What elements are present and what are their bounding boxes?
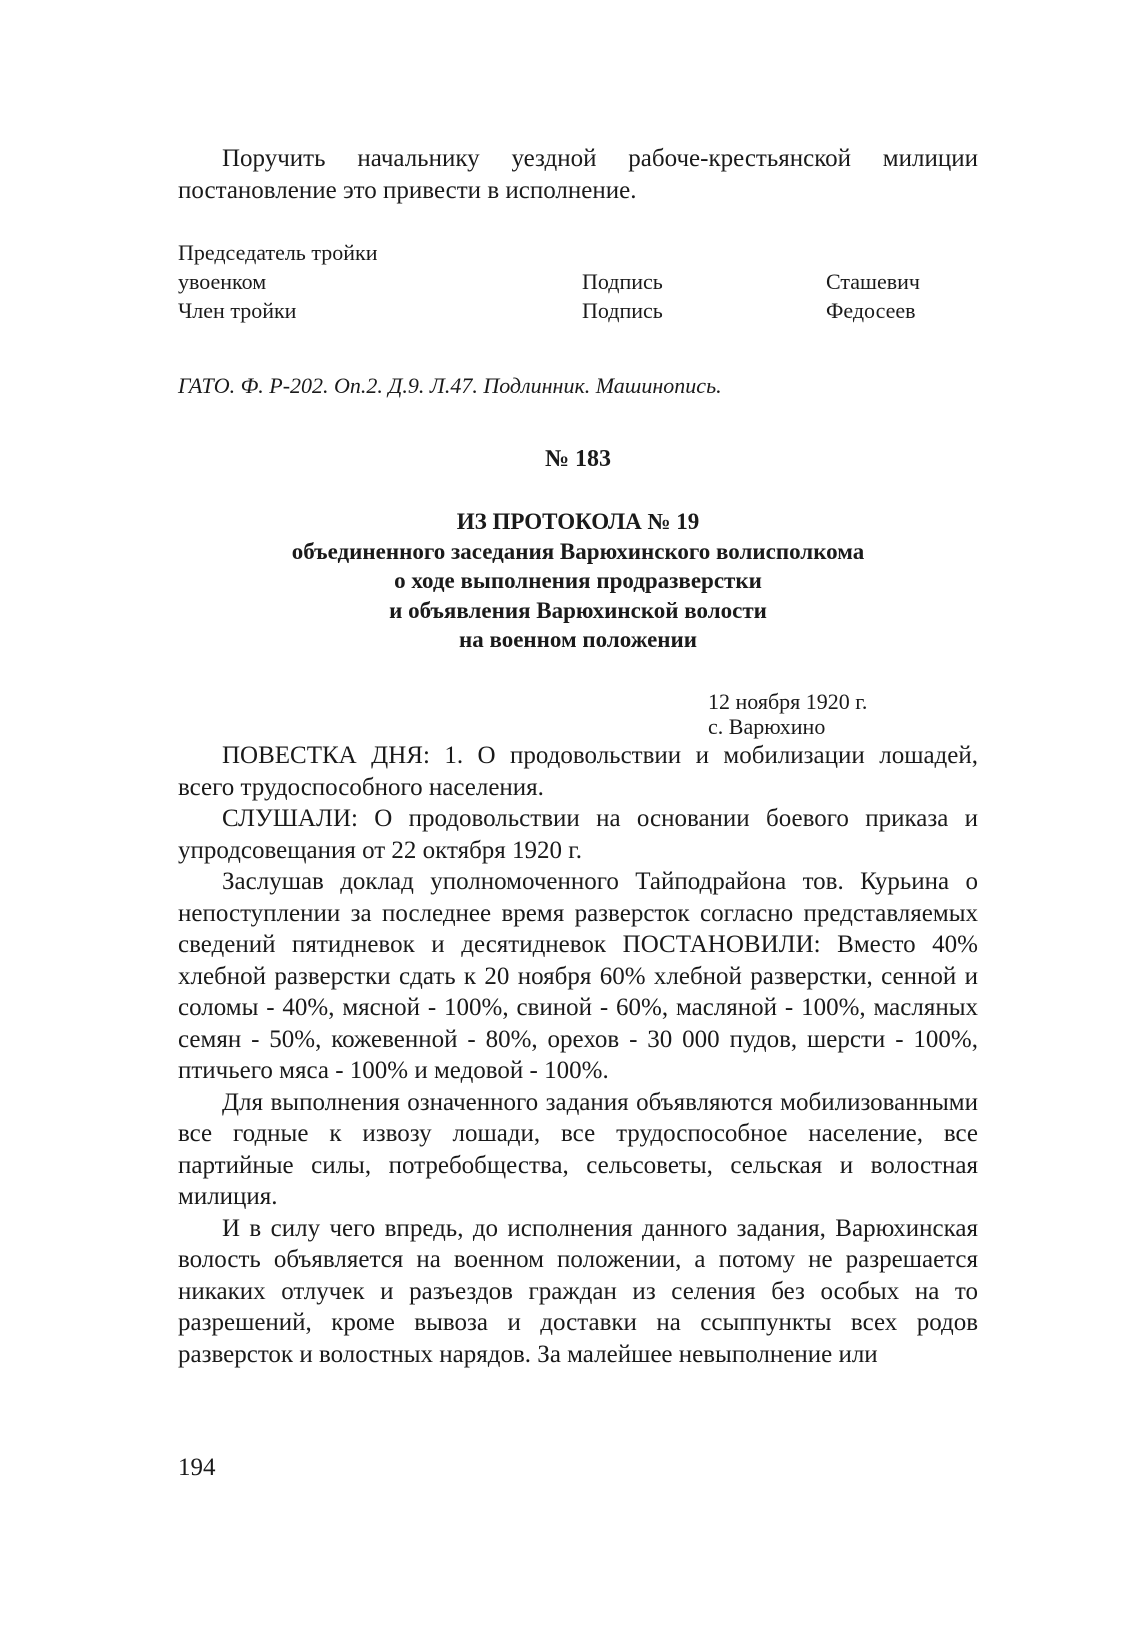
signature-role: Член тройки bbox=[178, 298, 297, 323]
signature-name: Федосеев bbox=[826, 298, 916, 323]
top-paragraph: Поручить начальнику уездной рабоче-крестьянской милиции постановление это привести в исполнение. bbox=[178, 145, 978, 204]
source-note-block bbox=[178, 372, 978, 400]
heard-paragraph: СЛУШАЛИ: О продовольствии на основании боевого приказа и упродсовещания от 22 октября 1920 г. bbox=[178, 805, 978, 864]
title-line: объединенного заседания Варюхинского волисполкома bbox=[291, 538, 865, 564]
top-paragraph-block bbox=[178, 143, 978, 206]
page-number: 194 bbox=[178, 1454, 216, 1481]
document-date: 12 ноября 1920 г. bbox=[708, 689, 868, 714]
protocol-body bbox=[178, 740, 978, 1370]
title-line: о ходе выполнения продразверстки bbox=[394, 568, 762, 593]
date-place-block bbox=[708, 689, 867, 739]
signature-row bbox=[178, 267, 978, 296]
agenda-paragraph: ПОВЕСТКА ДНЯ: 1. О продовольствии и мобилизации лошадей, всего трудоспособного населения. bbox=[178, 742, 978, 801]
martial-law-paragraph: И в силу чего впредь, до исполнения данного задания, Варюхинская волость объявляется на военном положении, а потому не разрешается никаких отлучек и разъездов граждан из селения без особых на то разрешений, кроме вывоза и доставки на ссыппункты всех родов разверсток и волостных нарядов. За малейшее невыполнение или bbox=[178, 1214, 978, 1368]
signature-row bbox=[178, 296, 978, 325]
title-line: ИЗ ПРОТОКОЛА № 19 bbox=[456, 509, 700, 534]
signature-name: Сташевич bbox=[826, 269, 920, 294]
signature-mark: Подпись bbox=[582, 269, 663, 294]
chairman-title: Председатель тройки bbox=[178, 240, 378, 265]
document-title bbox=[178, 507, 978, 655]
signature-role: увоенком bbox=[178, 269, 267, 294]
archive-source-note: ГАТО. Ф. Р-202. Оп.2. Д.9. Л.47. Подлинник. Машинопись. bbox=[178, 373, 722, 398]
document-place: с. Варюхино bbox=[708, 714, 826, 739]
title-line: и объявления Варюхинской волости bbox=[389, 597, 767, 623]
signature-mark: Подпись bbox=[582, 298, 663, 323]
signature-chairman-row bbox=[178, 238, 978, 267]
document-number: № 183 bbox=[544, 446, 612, 472]
signature-block bbox=[178, 238, 978, 325]
resolution-paragraph: Заслушав доклад уполномоченного Тайподрайона тов. Курьина о непоступлении за последнее время разверсток согласно представляемых сведений пятидневок и десятидневок ПОСТАНОВИЛИ: Вместо 40% хлебной разверстки сдать к 20 ноября 60% хлебной разверстки, сенной и соломы - 40%, мясной - 100%, свиной - 60%, масляной - 100%, масляных семян - 50%, кожевенной - 80%, орехов - 30 000 пудов, шерсти - 100%, птичьего мяса - 100% и медовой - 100%. bbox=[178, 868, 978, 1084]
document-number-block bbox=[178, 446, 978, 473]
mobilization-paragraph: Для выполнения означенного задания объявляются мобилизованными все годные к извозу лошади, все трудоспособное население, все партийные силы, потребобщества, сельсоветы, сельская и волостная милиция. bbox=[178, 1088, 978, 1210]
title-line: на военном положении bbox=[458, 627, 698, 652]
